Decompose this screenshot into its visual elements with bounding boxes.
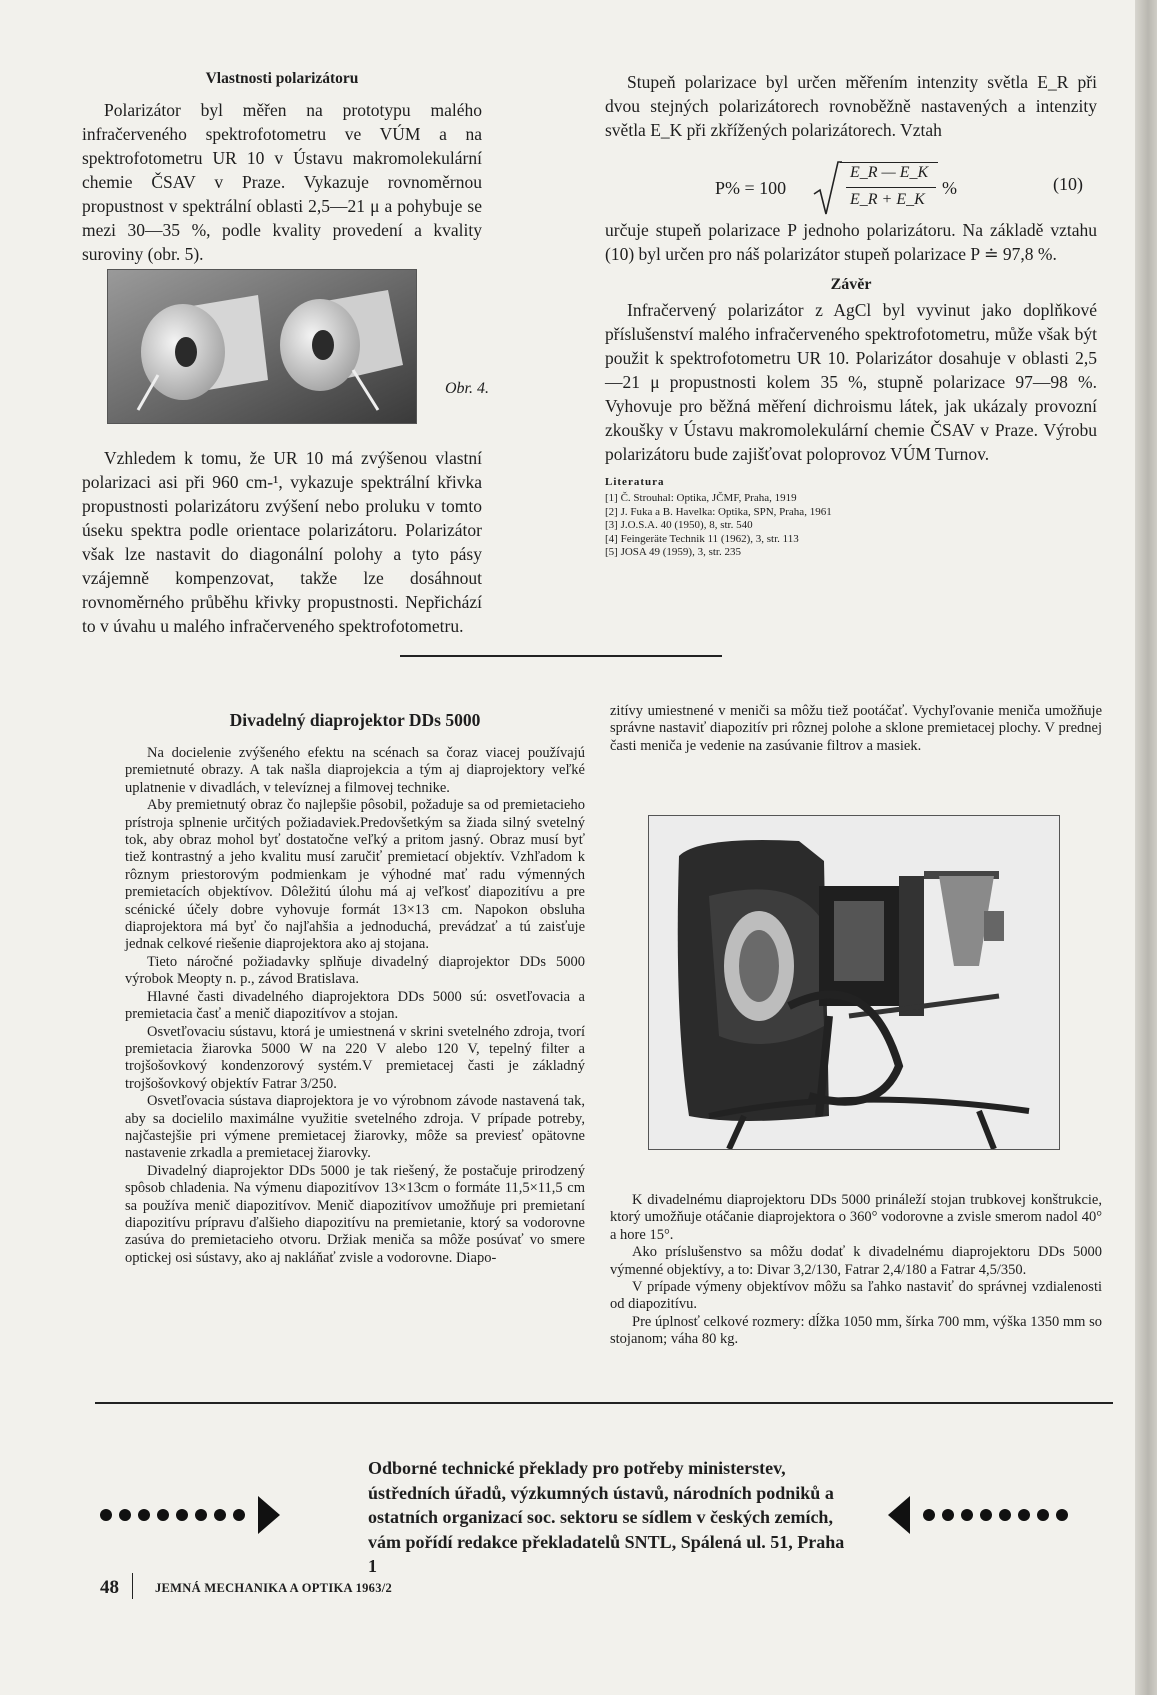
arrow-right-icon <box>258 1496 280 1534</box>
figure-projector-photo <box>648 815 1060 1150</box>
dot-icon <box>980 1509 992 1521</box>
dot-icon <box>1037 1509 1049 1521</box>
equation-denominator: E_R + E_K <box>850 191 925 208</box>
square-root-sign <box>812 160 842 218</box>
equation-numerator: E_R — E_K <box>850 164 929 181</box>
translation-service-ad: Odborné technické překlady pro potřeby ministerstev, ústředních úřadů, výzkumných ústavů, národních podniků a ostatních organizací soc. sektoru se sídlem v českých zemích, vám pořídí redakce překladatelů SNTL, Spálená ul. 51, Praha 1 <box>368 1458 845 1576</box>
ad-right-dots <box>888 1496 1068 1534</box>
article2-right-column-top <box>610 703 1102 755</box>
page-binding-edge <box>1135 0 1157 1695</box>
conclusion-heading: Závěr <box>830 276 872 293</box>
article2-heading: Divadelný diaprojektor DDs 5000 <box>229 710 481 730</box>
dot-icon <box>233 1509 245 1521</box>
footer-divider <box>132 1573 133 1599</box>
article2-paragraph: Osvetľovacia sústava diaprojektora je vo výrobnom závode nastavená tak, aby sa docielilo maximálne využitie svetelného zdroja. V prípade potreby, najčastejšie pri výmene premietacej žiarovky, môže sa previesť opätovne nastavenie zrkadla a premietacej žiarovky. <box>125 1093 585 1162</box>
conclusion-paragraph: Infračervený polarizátor z AgCl byl vyvinut jako doplňkové příslušenství malého infračerveného spektrofotometru, může však být použit k spektrofotometru UR 10. Polarizátor dosahuje v oblasti 2,5—21 μ propustnosti kolem 35 %, stupně polarizace 97—98 %. Vyhovuje pro běžná měření dichroismu látek, jak ukázaly provozní zkoušky v Ústavu makromolekulární chemie ČSAV v Praze. Výrobu polarizátoru bude zajišťovat poloprovoz VÚM Turnov. <box>605 300 1097 464</box>
article2-right-paragraph: Pre úplnosť celkové rozmery: dĺžka 1050 mm, šírka 700 mm, výška 1350 mm so stojanom; váha 80 kg. <box>610 1313 1102 1348</box>
article2-paragraph: Osvetľovaciu sústavu, ktorá je umiestnená v skrini svetelného zdroja, tvorí premietacia žiarovka 5000 W na 220 V alebo 120 V, tepelný filter a trojšošovkový kondenzorový systém.V premietacej časti je základný trojšošovkový objektív Fatrar 3/250. <box>125 1023 585 1092</box>
dot-icon <box>923 1509 935 1521</box>
equation-lhs: P% = 100 <box>715 178 787 198</box>
dot-icon <box>942 1509 954 1521</box>
literature-item: [4] Feingeräte Technik 11 (1962), 3, str. 113 <box>605 532 799 545</box>
dot-icon <box>119 1509 131 1521</box>
polarizer-photo-image <box>108 270 416 423</box>
article2-paragraph: Hlavné časti divadelného diaprojektora DDs 5000 sú: osvetľovacia a premietacia časť a menič diapozitívov a stojan. <box>125 988 585 1023</box>
article2-right-column-bottom <box>610 1192 1102 1349</box>
article2-paragraph: Divadelný diaprojektor DDs 5000 je tak riešený, že postačuje prirodzený spôsob chladenia. Na výmenu diapozitívov 13×13cm o formáte 11,5×11,5 cm sa používa menič diapozitívov. Menič diapozitívov umožňuje pri premietaní diapozitívu prípravu ďalšieho diapozitívu na premietanie, ktorý sa vodorovne zasúva do premietacieho otvoru. Držiak meniča sa môže posúvať vo smere optickej osi sústavy, ako aj nakláňať zvisle a vodorovne. Diapo- <box>125 1162 585 1266</box>
dot-icon <box>961 1509 973 1521</box>
dot-icon <box>999 1509 1011 1521</box>
figure-caption-obr4: Obr. 4. <box>445 380 490 397</box>
equation-unit: % <box>942 178 957 198</box>
arrow-left-icon <box>888 1496 910 1534</box>
literature-item: [2] J. Fuka a B. Havelka: Optika, SPN, Praha, 1961 <box>605 505 832 518</box>
article2-right-paragraph: V prípade výmeny objektívov môžu sa ľahko nastaviť do správnej vzdialenosti od diapozitívu. <box>610 1279 1102 1313</box>
polarizer-paragraph-1: Polarizátor byl měřen na prototypu malého infračerveného spektrofotometru ve VÚM a na spektrofotometru UR 10 v Ústavu makromolekulární chemie ČSAV v Praze. Vykazuje rovnoměrnou propustnost v spektrální oblasti 2,5—21 μ a pohybuje se mezi 30—35 %, podle kvality provedení a kvality suroviny (obr. 5). <box>82 100 482 264</box>
section-divider <box>400 655 722 657</box>
article2-right-paragraph: K divadelnému diaprojektoru DDs 5000 prináleží stojan trubkovej konštrukcie, ktorý umožňuje otáčanie diaprojektora o 360° vodorovne a zvisle smerom nadol 40° a hore 15°. <box>610 1192 1102 1243</box>
right-top-column <box>605 70 1097 142</box>
article2-right-paragraph: zitívy umiestnené v meniči sa môžu tiež pootáčať. Vychyľovanie meniča umožňuje správne nastaviť diapozitív pri rôznej polohe a sklone premietacej plochy. V prednej časti meniča je vedenie na zasúvanie filtrov a masiek. <box>610 703 1102 754</box>
equation-10 <box>710 160 1100 220</box>
dot-icon <box>1056 1509 1068 1521</box>
literature-list <box>605 492 1097 560</box>
figure-polarizer-photo <box>107 269 417 424</box>
dot-icon <box>157 1509 169 1521</box>
polarization-degree-paragraph: Stupeň polarizace byl určen měřením intenzity světla E_R při dvou stejných polarizátorech rovnoběžně nastavených a intenzity světla E_K při zkřížených polarizátorech. Vztah <box>605 72 1097 140</box>
radical-overline <box>840 162 938 163</box>
literature-item: [3] J.O.S.A. 40 (1950), 8, str. 540 <box>605 519 753 531</box>
equation-number: (10) <box>1053 174 1083 194</box>
left-top-column <box>82 70 482 266</box>
article2-paragraph: Aby premietnutý obraz čo najlepšie pôsobil, požaduje sa od premietacieho prístroja splnenie určitých požiadaviek.Predovšetkým sa žiada silný svetelný tok, aby obraz mohol byť dostatočne veľký a pritom jasný. Obraz musí byť tiež kontrastný a jeho kvalitu musí zaručiť premietací objektív. Vzhľadom k rôznym priestorovým podmienkam je výhodné mať radu výmenných premietacích objektívov. Dôležitú úlohu má aj veľkosť diapozitívu a pre scénické účely dobre vyhovuje formát 13×13 cm. Napokon obsluha diaprojektora má byť čo najľahšia a jednoduchá, prevádzať a tú zaisťuje jednak celkové riešenie diaprojektora ako aj stojana. <box>125 797 585 953</box>
article2-paragraph: Tieto náročné požiadavky splňuje divadelný diaprojektor DDs 5000 výrobok Meopty n. p., závod Bratislava. <box>125 953 585 988</box>
projector-photo-image <box>649 816 1059 1149</box>
fraction-bar <box>846 187 936 188</box>
dot-icon <box>176 1509 188 1521</box>
left-top-column-continued <box>82 446 482 638</box>
literature-item: [1] Č. Strouhal: Optika, JČMF, Praha, 1919 <box>605 492 797 504</box>
article2-paragraph: Na docielenie zvýšeného efektu na scénach sa čoraz viacej používajú premietnuté obrazy. A tak našla diaprojekcia a tým aj diaprojektory veľké uplatnenie v divadlách, v televíznej a filmovej technike. <box>125 745 585 796</box>
dot-icon <box>195 1509 207 1521</box>
right-top-column-continued <box>605 218 1097 560</box>
dot-icon <box>214 1509 226 1521</box>
article2-left-column <box>125 710 585 1267</box>
polarizer-paragraph-2: Vzhledem k tomu, že UR 10 má zvýšenou vlastní polarizaci asi při 960 cm-¹, vykazuje spektrální křivka propustnosti polarizátoru zvýšení nebo proluku v tomto úseku spektra podle orientace polarizátoru. Polarizátor však lze nastavit do diagonální polohy a tyto pásy vzájemně kompenzovat, takže lze dosáhnout rovnoměrného průběhu křivky propustnosti. Nepřichází to v úvahu u malého infračerveného spektrofotometru. <box>82 448 482 636</box>
literature-item: [5] JOSA 49 (1959), 3, str. 235 <box>605 546 741 558</box>
dot-icon <box>100 1509 112 1521</box>
page-number: 48 <box>100 1577 119 1598</box>
section-heading-polarizer: Vlastnosti polarizátoru <box>205 70 359 87</box>
literature-heading: Literatura <box>605 476 665 488</box>
journal-name: JEMNÁ MECHANIKA A OPTIKA 1963/2 <box>155 1581 393 1595</box>
polarization-result-paragraph: určuje stupeň polarizace P jednoho polarizátoru. Na základě vztahu (10) byl určen pro náš polarizátor stupeň polarizace P ≐ 97,8 %. <box>605 220 1097 264</box>
article2-right-paragraph: Ako príslušenstvo sa môžu dodať k divadelnému diaprojektoru DDs 5000 výmenné objektívy, a to: Divar 3,2/130, Fatrar 2,4/180 a Fatrar 4,5/350. <box>610 1244 1102 1278</box>
dot-icon <box>138 1509 150 1521</box>
dot-icon <box>1018 1509 1030 1521</box>
ad-left-dots <box>100 1496 280 1534</box>
bottom-divider <box>95 1402 1113 1404</box>
